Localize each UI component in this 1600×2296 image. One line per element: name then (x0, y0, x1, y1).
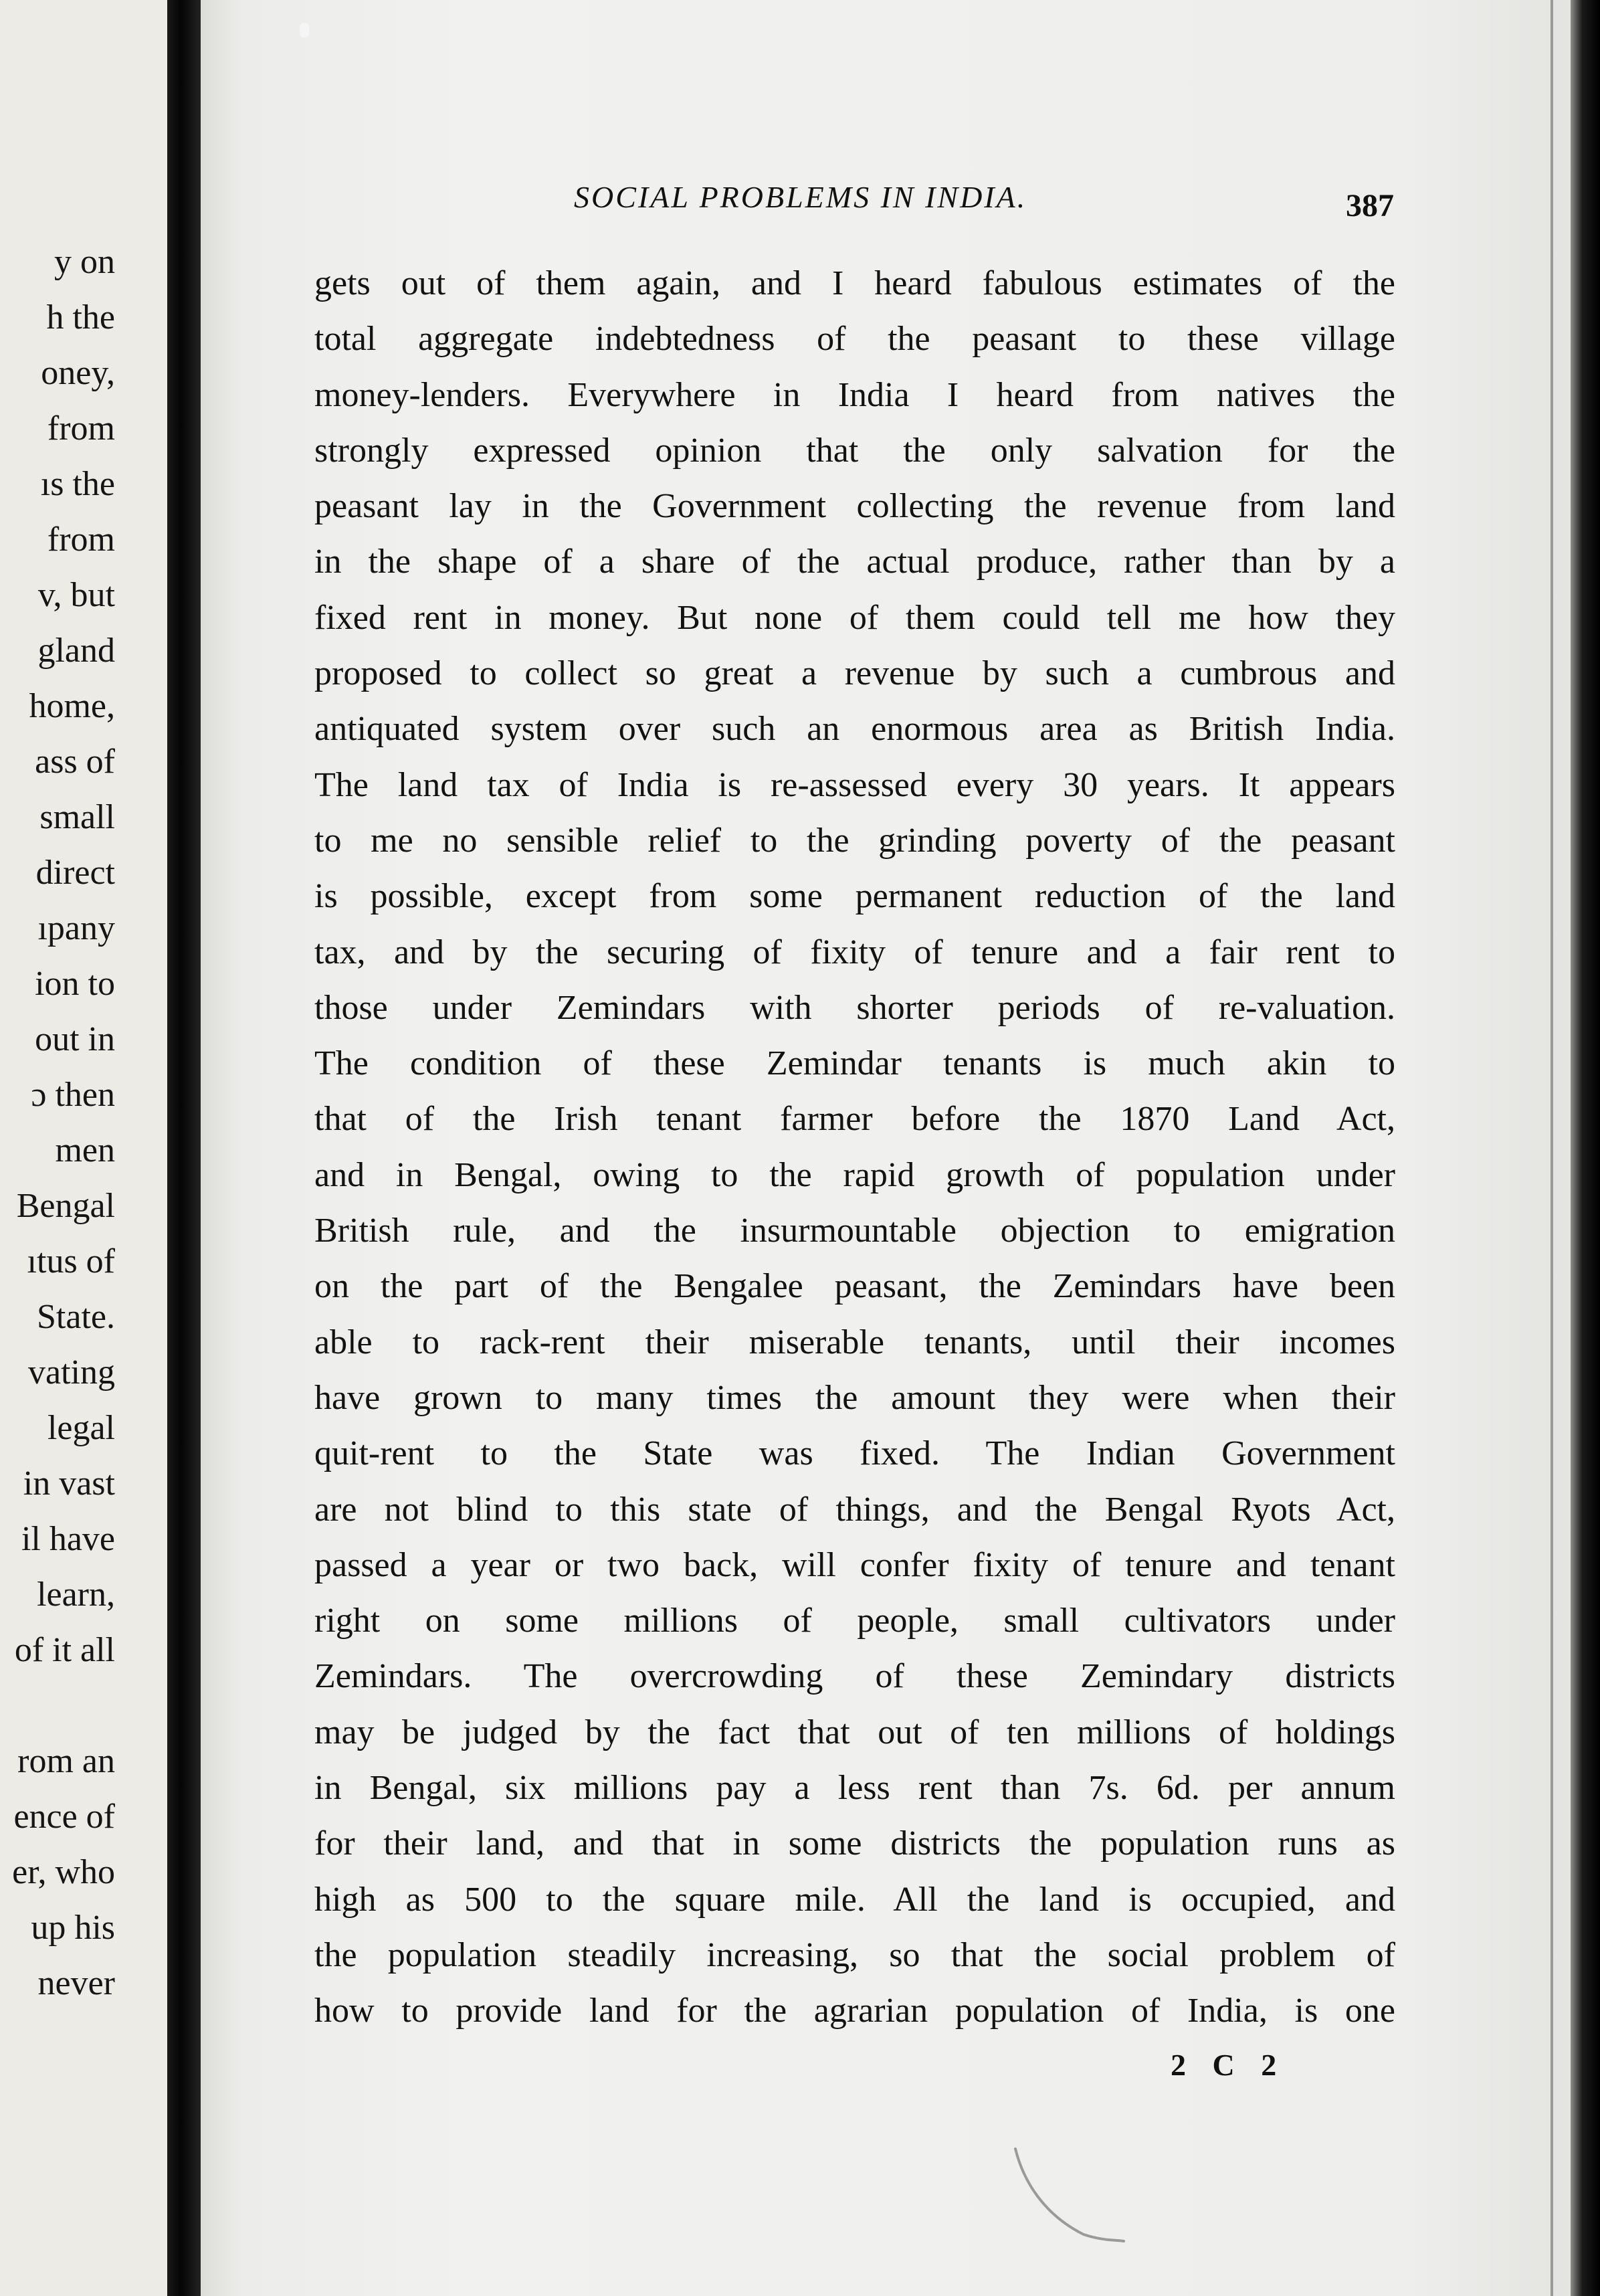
left-page-fragment (0, 0, 167, 2296)
left-page-line: out in (35, 1020, 115, 1058)
text-line: on the part of the Bengalee peasant, the Zemindars have been (314, 1267, 1395, 1306)
left-page-line: State. (37, 1298, 115, 1336)
page-number: 387 (1346, 188, 1394, 223)
text-line: peasant lay in the Government collecting the revenue from land (314, 487, 1395, 526)
left-page-line: learn, (37, 1575, 115, 1614)
page-edge-shadow (1571, 0, 1600, 2296)
text-line: gets out of them again, and I heard fabulous estimates of the (314, 264, 1395, 302)
text-line: for their land, and that in some districts the population runs as (314, 1824, 1395, 1863)
left-page-line: legal (47, 1409, 115, 1447)
left-page-line: direct (35, 854, 115, 892)
left-page-line: ence of (13, 1798, 115, 1836)
body-text (314, 256, 1395, 2039)
text-line: tax, and by the securing of fixity of tenure and a fair rent to (314, 933, 1395, 971)
left-page-line: small (39, 798, 115, 836)
text-line: may be judged by the fact that out of ten millions of holdings (314, 1713, 1395, 1751)
scan-speck (300, 23, 309, 37)
text-line: Zemindars. The overcrowding of these Zemindary districts (314, 1657, 1395, 1696)
left-page-line: gland (37, 632, 115, 670)
text-line: in Bengal, six millions pay a less rent than 7s. 6d. per annum (314, 1769, 1395, 1808)
left-page-line: er, who (12, 1853, 115, 1891)
text-line: able to rack-rent their miserable tenants, until their incomes (314, 1323, 1395, 1361)
text-line: British rule, and the insurmountable objection to emigration (314, 1212, 1395, 1250)
book-gutter (167, 0, 201, 2296)
text-line: to me no sensible relief to the grinding poverty of the peasant (314, 821, 1395, 860)
left-page-line: vating (28, 1353, 115, 1392)
left-page-line: up his (31, 1909, 115, 1947)
text-line: in the shape of a share of the actual produce, rather than by a (314, 543, 1395, 581)
text-line: those under Zemindars with shorter periods of re-valuation. (314, 988, 1395, 1027)
text-line: The land tax of India is re-assessed every 30 years. It appears (314, 765, 1395, 804)
left-page-line: oney, (41, 354, 115, 392)
text-line: have grown to many times the amount they were when their (314, 1378, 1395, 1417)
text-line: high as 500 to the square mile. All the land is occupied, and (314, 1880, 1395, 1919)
left-page-line: home, (29, 687, 115, 725)
text-line: are not blind to this state of things, and the Bengal Ryots Act, (314, 1490, 1395, 1529)
text-line: money-lenders. Everywhere in India I heard from natives the (314, 375, 1395, 414)
left-page-line: from (47, 409, 115, 448)
left-page-line: Bengal (16, 1187, 115, 1225)
text-line: right on some millions of people, small cultivators under (314, 1602, 1395, 1640)
text-line: proposed to collect so great a revenue by such a cumbrous and (314, 654, 1395, 693)
running-head: SOCIAL PROBLEMS IN INDIA. (574, 180, 1027, 214)
text-line: quit-rent to the State was fixed. The Indian Government (314, 1434, 1395, 1473)
left-page-line: from (47, 520, 115, 559)
text-line: antiquated system over such an enormous area as British India. (314, 710, 1395, 749)
left-page-line: rom an (17, 1742, 115, 1780)
text-line: and in Bengal, owing to the rapid growth of population under (314, 1155, 1395, 1194)
text-line: how to provide land for the agrarian population of India, is one (314, 1992, 1395, 2030)
left-page-line: ıtus of (27, 1242, 115, 1280)
text-line: the population steadily increasing, so that the social problem of (314, 1935, 1395, 1974)
left-page-line: of it all (14, 1631, 115, 1669)
left-page-line: y on (54, 243, 115, 281)
left-page-line: ıpany (37, 909, 115, 947)
signature-mark: 2 C 2 (1171, 2048, 1286, 2082)
left-page-line: ıs the (40, 465, 115, 503)
text-line: passed a year or two back, will confer fixity of tenure and tenant (314, 1545, 1395, 1584)
left-page-line: ass of (35, 743, 115, 781)
left-page-line: ion to (35, 965, 115, 1003)
left-page-line: in vast (23, 1464, 115, 1503)
text-line: that of the Irish tenant farmer before the 1870 Land Act, (314, 1100, 1395, 1139)
page-edge (1551, 0, 1553, 2296)
text-line: total aggregate indebtedness of the peasant to these village (314, 320, 1395, 359)
text-line: fixed rent in money. But none of them could tell me how they (314, 598, 1395, 637)
text-line: strongly expressed opinion that the only salvation for the (314, 431, 1395, 470)
left-page-line: men (55, 1131, 115, 1169)
pencil-mark (1003, 2141, 1177, 2248)
text-line: The condition of these Zemindar tenants is much akin to (314, 1044, 1395, 1083)
left-page-line: v, but (37, 576, 115, 614)
left-page-line: never (37, 1964, 115, 2002)
left-page-line: il have (21, 1520, 115, 1558)
left-page-line: h the (46, 298, 115, 337)
left-page-line: ɔ then (31, 1076, 115, 1114)
text-line: is possible, except from some permanent reduction of the land (314, 877, 1395, 916)
